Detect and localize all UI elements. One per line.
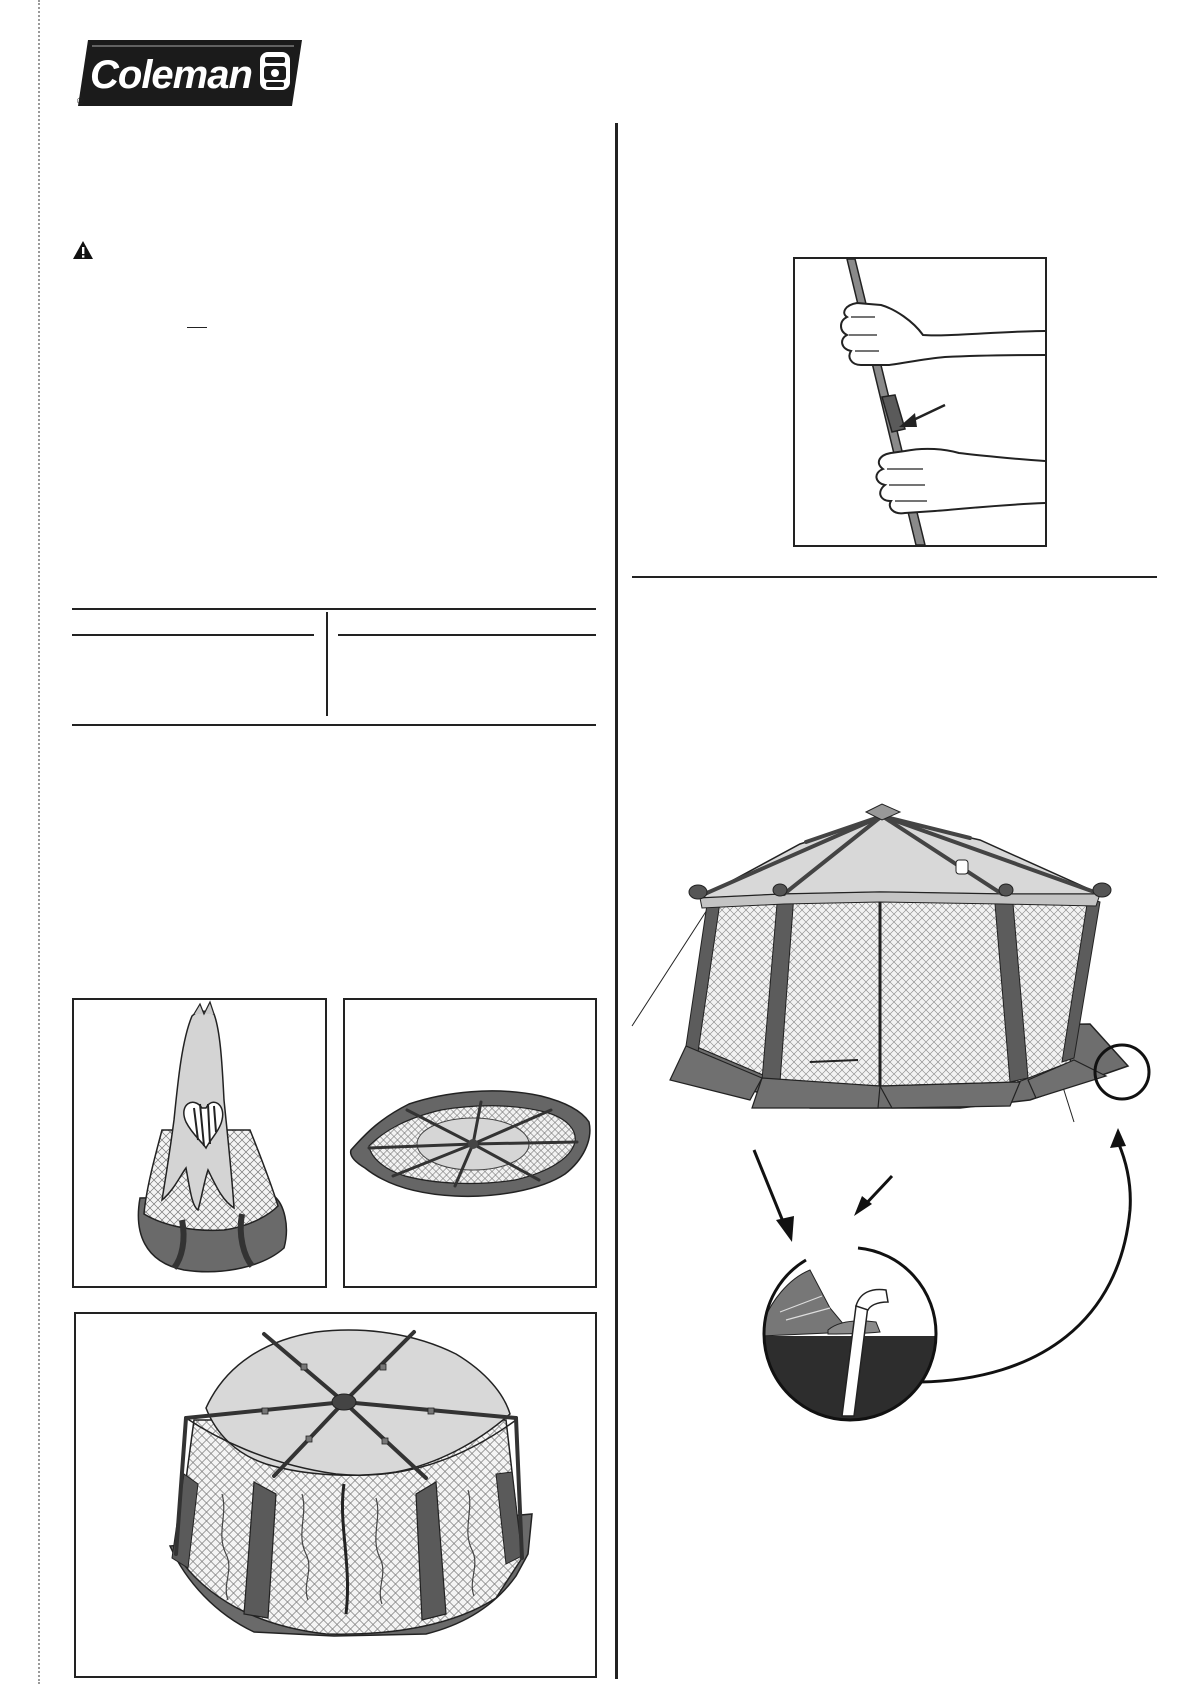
table-column-divider	[326, 612, 328, 716]
table-top-rule	[72, 608, 596, 610]
table-header-rule-right	[338, 634, 596, 636]
assembled-shelter-figure	[630, 790, 1170, 1130]
svg-text:®: ®	[77, 96, 84, 106]
frame-raised-figure	[74, 1312, 597, 1678]
coleman-logo	[74, 38, 306, 108]
stake-detail-figure	[740, 1120, 1160, 1450]
pole-joint-figure	[793, 257, 1047, 547]
column-divider	[615, 123, 618, 1679]
flat-shelter-figure	[343, 998, 597, 1288]
folded-shelter-figure	[72, 998, 327, 1288]
table-bottom-rule	[72, 724, 596, 726]
underline-mark	[187, 327, 207, 328]
section-rule	[632, 576, 1157, 578]
svg-text:Coleman: Coleman	[90, 53, 252, 97]
table-header-rule-left	[72, 634, 314, 636]
warning-triangle-icon	[72, 240, 94, 260]
page-fold-edge	[38, 0, 40, 1684]
